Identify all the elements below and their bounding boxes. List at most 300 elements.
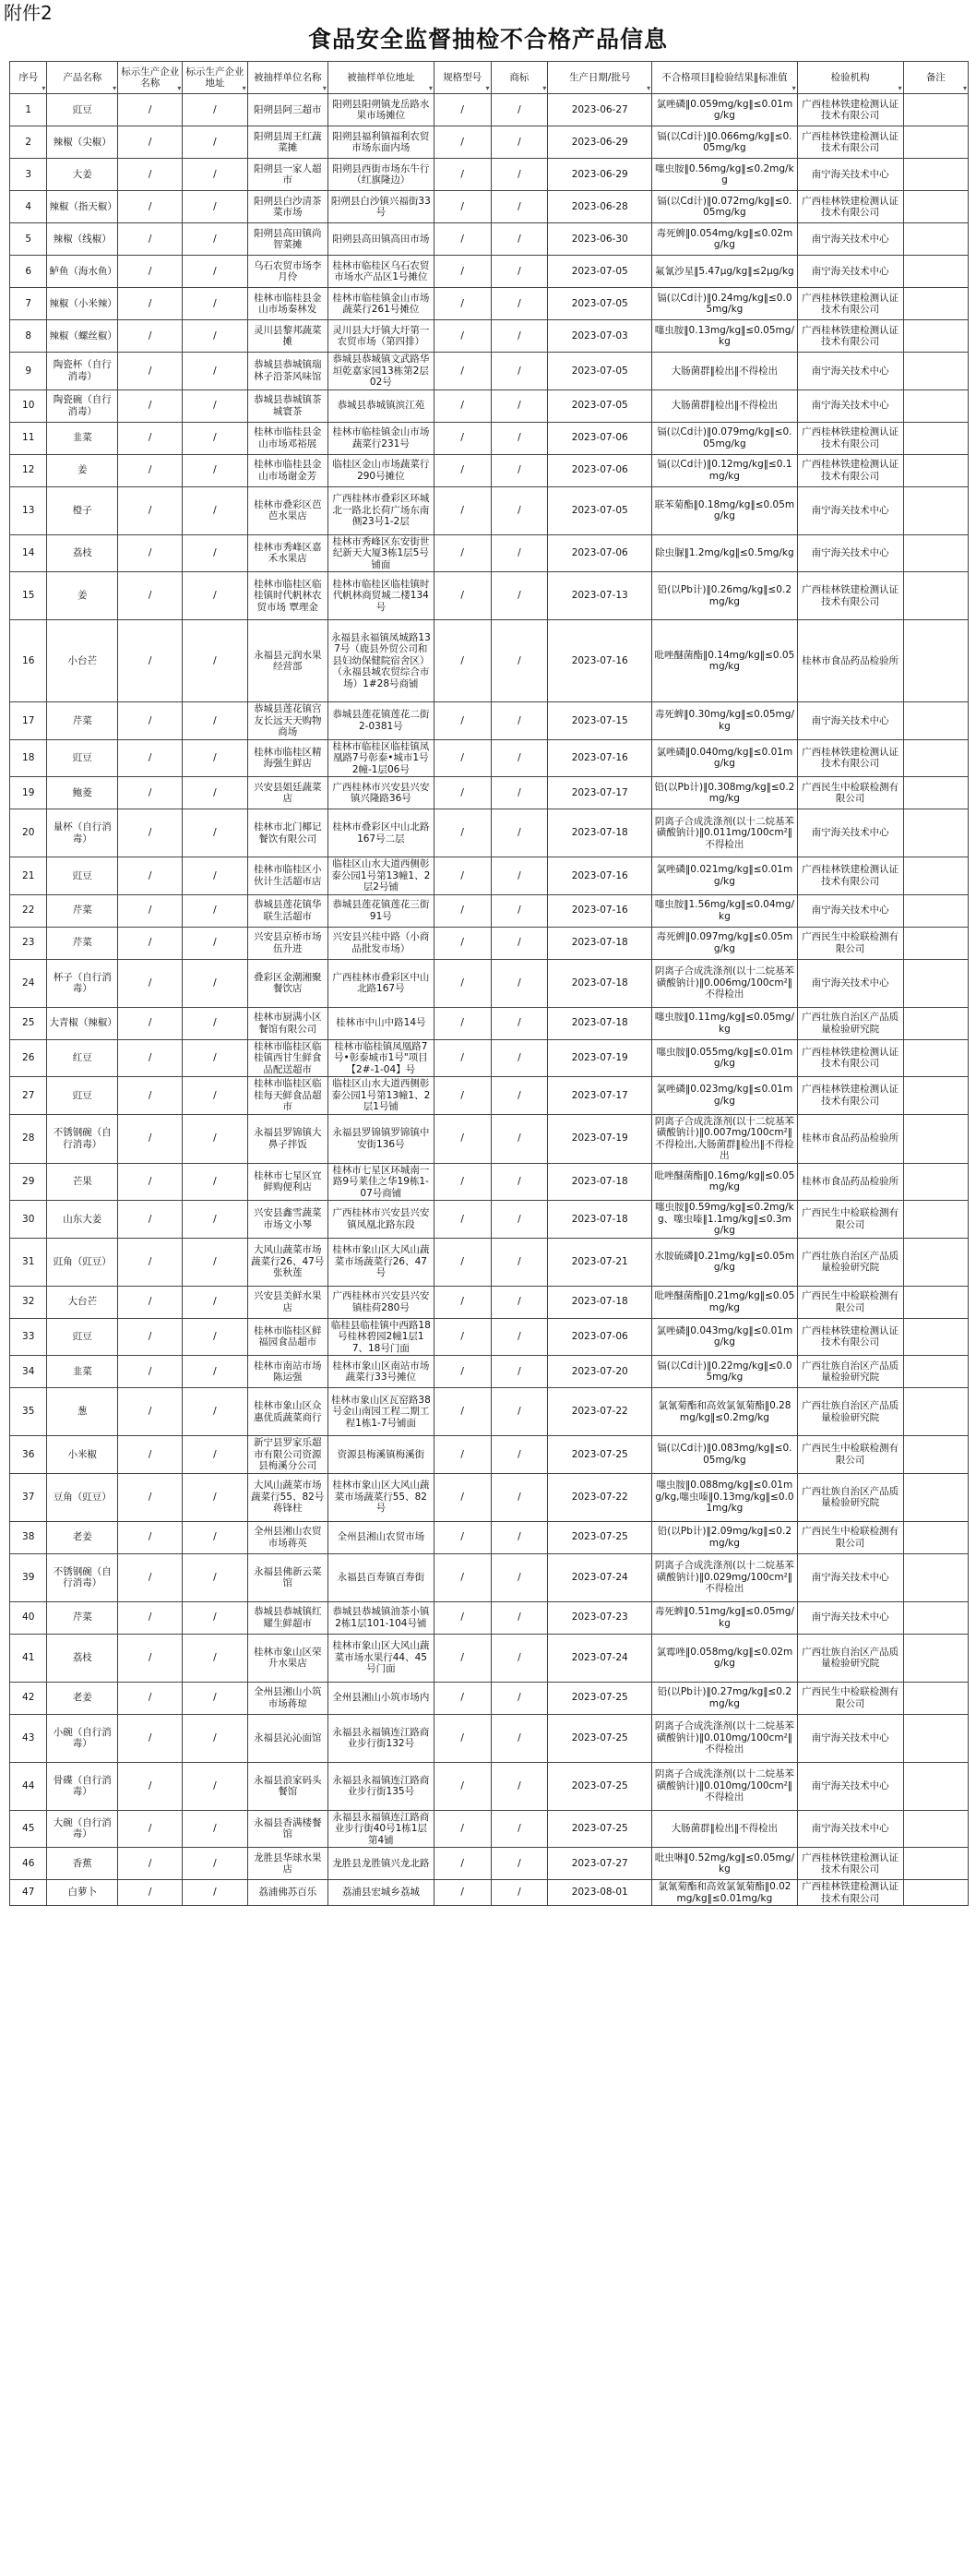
table-cell: 阴离子合成洗涤剂(以十二烷基苯磺酸钠计)‖0.011mg/100cm²‖不得检出 <box>652 809 798 857</box>
table-cell: 兴安县美鲜水果店 <box>247 1286 327 1318</box>
table-row <box>10 1682 969 1714</box>
table-cell: / <box>183 1553 247 1601</box>
table-cell: 豆角（豇豆） <box>47 1473 118 1521</box>
table-cell: / <box>118 1848 183 1880</box>
table-cell: 2023-07-17 <box>548 1077 652 1115</box>
table-cell: 广西桂林铁建检测认证技术有限公司 <box>797 572 903 620</box>
table-cell: 大青椒（辣椒） <box>47 1007 118 1039</box>
table-cell: 2023-07-25 <box>548 1521 652 1553</box>
table-row <box>10 1114 969 1163</box>
table-cell <box>903 927 968 959</box>
table-row <box>10 1007 969 1039</box>
table-cell: / <box>491 1286 548 1318</box>
page-title: 食品安全监督抽检不合格产品信息 <box>307 26 668 53</box>
table-cell: 临桂区金山市场蔬菜行290号摊位 <box>327 454 434 486</box>
table-cell: 广西壮族自治区产品质量检验研究院 <box>797 1634 903 1682</box>
table-cell: / <box>491 256 548 288</box>
table-cell: / <box>434 1318 491 1356</box>
table-cell: 永福县永福镇连江路商业步行街135号 <box>327 1762 434 1810</box>
table-row <box>10 572 969 620</box>
table-cell: 2023-07-05 <box>548 486 652 534</box>
table-cell: 灵川县大圩镇大圩第一农贸市场（第四排） <box>327 320 434 353</box>
column-header[interactable]: 备注 ▾ <box>903 62 968 94</box>
table-cell: / <box>183 1473 247 1521</box>
table-cell: / <box>183 126 247 159</box>
table-cell <box>903 1007 968 1039</box>
table-cell: / <box>491 126 548 159</box>
table-cell: 氯唑磷‖0.043mg/kg‖≤0.01mg/kg <box>652 1318 798 1356</box>
table-cell: 镉(以Cd计)‖0.22mg/kg‖≤0.05mg/kg <box>652 1356 798 1388</box>
table-cell: / <box>434 320 491 353</box>
table-cell: 桂林市七星区宜鲜购便利店 <box>247 1163 327 1201</box>
table-cell: 2023-07-24 <box>548 1553 652 1601</box>
table-cell <box>903 1238 968 1286</box>
table-cell: 2023-07-18 <box>548 1286 652 1318</box>
table-cell: / <box>183 389 247 422</box>
table-cell: / <box>183 702 247 740</box>
table-cell: 37 <box>10 1473 47 1521</box>
table-cell: / <box>183 1682 247 1714</box>
table-row <box>10 1634 969 1682</box>
table-cell: 铅(以Pb计)‖0.26mg/kg‖≤0.2mg/kg <box>652 572 798 620</box>
table-cell: 辣椒（线椒） <box>47 223 118 256</box>
table-cell: / <box>491 1880 548 1906</box>
table-cell: 38 <box>10 1521 47 1553</box>
table-cell: / <box>183 1007 247 1039</box>
table-cell: 大肠菌群‖检出‖不得检出 <box>652 1810 798 1848</box>
table-cell: 2023-07-06 <box>548 454 652 486</box>
table-cell: 45 <box>10 1810 47 1848</box>
table-cell: / <box>118 702 183 740</box>
table-cell: 吡虫啉‖0.52mg/kg‖≤0.05mg/kg <box>652 1848 798 1880</box>
table-cell: 荔浦县宏城乡荔城 <box>327 1880 434 1906</box>
table-cell: 杯子（自行消毒） <box>47 959 118 1007</box>
table-cell: 2023-07-06 <box>548 534 652 572</box>
table-cell <box>903 739 968 777</box>
table-cell: / <box>434 1114 491 1163</box>
table-cell: / <box>118 94 183 126</box>
table-cell: 2023-07-19 <box>548 1114 652 1163</box>
filter-dropdown-icon[interactable]: ▾ <box>542 84 547 92</box>
table-cell: / <box>118 256 183 288</box>
table-cell: / <box>434 1201 491 1239</box>
table-cell <box>903 126 968 159</box>
table-cell: / <box>434 159 491 191</box>
table-cell: / <box>183 1634 247 1682</box>
table-cell: / <box>434 94 491 126</box>
table-cell: 43 <box>10 1714 47 1762</box>
table-cell: 兴安县京桥市场伍升进 <box>247 927 327 959</box>
column-header[interactable]: 标示生产企业地址 ▾ <box>183 62 247 94</box>
table-cell: 恭城县莲花镇宫友长远天天购物商场 <box>247 702 327 740</box>
table-row <box>10 1286 969 1318</box>
table-cell: / <box>183 320 247 353</box>
table-cell: 南宁海关技术中心 <box>797 1601 903 1634</box>
table-cell: / <box>491 320 548 353</box>
table-cell <box>903 1714 968 1762</box>
table-cell: 恭城县恭城镇红耀生鲜超市 <box>247 1601 327 1634</box>
table-cell: 永福县浪家码头餐馆 <box>247 1762 327 1810</box>
table-row <box>10 959 969 1007</box>
table-cell: 不锈钢碗（自行消毒） <box>47 1553 118 1601</box>
table-cell: 小碗（自行消毒） <box>47 1714 118 1762</box>
table-cell: 桂林市中山中路14号 <box>327 1007 434 1039</box>
table-cell: / <box>434 1077 491 1115</box>
table-cell: / <box>118 1553 183 1601</box>
table-cell: 16 <box>10 620 47 702</box>
table-cell: 阴离子合成洗涤剂(以十二烷基苯磺酸钠计)‖0.010mg/100cm²‖不得检出 <box>652 1714 798 1762</box>
table-cell: 广西壮族自治区产品质量检验研究院 <box>797 1238 903 1286</box>
table-cell: / <box>183 1848 247 1880</box>
table-cell: 广西桂林铁建检测认证技术有限公司 <box>797 422 903 454</box>
table-cell: 南宁海关技术中心 <box>797 1810 903 1848</box>
table-cell: / <box>491 1762 548 1810</box>
table-row <box>10 454 969 486</box>
table-cell: / <box>491 389 548 422</box>
table-cell: 毒死蜱‖0.097mg/kg‖≤0.05mg/kg <box>652 927 798 959</box>
table-row <box>10 702 969 740</box>
table-cell: / <box>491 1163 548 1201</box>
table-cell: 2023-07-25 <box>548 1436 652 1474</box>
table-cell: 永福县香满楼餐馆 <box>247 1810 327 1848</box>
attachment-label: 附件2 <box>4 2 53 24</box>
table-cell: 2023-07-22 <box>548 1388 652 1436</box>
table-cell: 23 <box>10 927 47 959</box>
table-cell: 桂林市象山区众惠优质蔬菜商行 <box>247 1388 327 1436</box>
table-cell: 鲈鱼（海水鱼） <box>47 256 118 288</box>
table-cell: 阳朔县一家人超市 <box>247 159 327 191</box>
table-cell <box>903 1163 968 1201</box>
table-cell: 全州县湘山小筑市场内 <box>327 1682 434 1714</box>
table-cell: 桂林市临桂镇金山市场蔬菜行261号摊位 <box>327 288 434 320</box>
table-cell: 南宁海关技术中心 <box>797 959 903 1007</box>
table-cell: 广西民生中检联检测有限公司 <box>797 777 903 809</box>
table-cell: / <box>183 1356 247 1388</box>
table-cell: 26 <box>10 1039 47 1077</box>
table-cell: / <box>118 1436 183 1474</box>
table-cell <box>903 353 968 390</box>
table-cell: 2023-07-16 <box>548 739 652 777</box>
table-cell: 2023-07-19 <box>548 1039 652 1077</box>
table-cell: 豇豆 <box>47 857 118 895</box>
table-cell: 27 <box>10 1077 47 1115</box>
table-row <box>10 927 969 959</box>
table-cell: 辣椒（尖椒） <box>47 126 118 159</box>
table-cell: 氯氰菊酯和高效氯氰菊酯‖0.28mg/kg‖≤0.2mg/kg <box>652 1388 798 1436</box>
table-cell: 39 <box>10 1553 47 1601</box>
table-cell: / <box>491 1436 548 1474</box>
table-cell: 2023-06-27 <box>548 94 652 126</box>
table-cell: / <box>118 777 183 809</box>
table-cell: / <box>434 620 491 702</box>
table-cell: 8 <box>10 320 47 353</box>
table-cell: 南宁海关技术中心 <box>797 1553 903 1601</box>
column-header[interactable]: 被抽样单位名称 ▾ <box>247 62 327 94</box>
table-row <box>10 1356 969 1388</box>
table-cell: 芹菜 <box>47 702 118 740</box>
table-row <box>10 422 969 454</box>
filter-dropdown-icon[interactable]: ▾ <box>42 84 46 92</box>
table-cell: 联苯菊酯‖0.18mg/kg‖≤0.05mg/kg <box>652 486 798 534</box>
table-cell: 全州县湘山小筑市场蒋琼 <box>247 1682 327 1714</box>
table-cell: / <box>118 1286 183 1318</box>
table-cell: 桂林市临桂县金山市场秦林发 <box>247 288 327 320</box>
table-cell: / <box>491 94 548 126</box>
table-cell: 广西桂林市叠彩区环城北一路北长荷广场东南侧23号1-2层 <box>327 486 434 534</box>
column-header[interactable]: 产品名称 ▾ <box>47 62 118 94</box>
column-header[interactable]: 标示生产企业名称 ▾ <box>118 62 183 94</box>
table-row <box>10 1848 969 1880</box>
table-cell: / <box>183 777 247 809</box>
table-cell: 广西桂林铁建检测认证技术有限公司 <box>797 1077 903 1115</box>
table-cell: 大碗（自行消毒） <box>47 1810 118 1848</box>
table-cell: / <box>183 422 247 454</box>
table-cell: 桂林市临桂区临桂镇时代帆林农贸市场 覃理金 <box>247 572 327 620</box>
table-row <box>10 857 969 895</box>
table-cell: 广西桂林铁建检测认证技术有限公司 <box>797 739 903 777</box>
table-cell <box>903 1436 968 1474</box>
table-cell: 噻虫胺‖0.11mg/kg‖≤0.05mg/kg <box>652 1007 798 1039</box>
column-header[interactable]: 不合格项目‖检验结果‖标准值 ▾ <box>652 62 798 94</box>
table-cell: 广西壮族自治区产品质量检验研究院 <box>797 1473 903 1521</box>
table-row <box>10 1238 969 1286</box>
table-cell: 2023-07-18 <box>548 927 652 959</box>
column-header[interactable]: 商标 ▾ <box>491 62 548 94</box>
filter-dropdown-icon[interactable]: ▾ <box>792 84 796 92</box>
table-cell: 桂林市秀峰区东安街世纪新天大厦3栋1层5号铺面 <box>327 534 434 572</box>
table-cell: / <box>434 486 491 534</box>
table-cell: 桂林市叠彩区中山北路167号二层 <box>327 809 434 857</box>
table-cell: 南宁海关技术中心 <box>797 486 903 534</box>
table-cell: 2023-06-29 <box>548 126 652 159</box>
table-cell <box>903 389 968 422</box>
table-cell: 镉(以Cd计)‖0.066mg/kg‖≤0.05mg/kg <box>652 126 798 159</box>
filter-dropdown-icon[interactable]: ▾ <box>898 84 902 92</box>
table-cell: 广西桂林铁建检测认证技术有限公司 <box>797 320 903 353</box>
table-cell: / <box>434 353 491 390</box>
table-cell <box>903 1848 968 1880</box>
table-cell: 韭菜 <box>47 422 118 454</box>
table-cell: 永福县永福镇连江路商业步行街40号1栋1层第4铺 <box>327 1810 434 1848</box>
table-cell: 广西壮族自治区产品质量检验研究院 <box>797 1356 903 1388</box>
table-cell: / <box>491 702 548 740</box>
table-cell <box>903 959 968 1007</box>
table-cell: 33 <box>10 1318 47 1356</box>
filter-dropdown-icon[interactable]: ▾ <box>242 84 246 92</box>
table-cell: 乌石农贸市场李月伶 <box>247 256 327 288</box>
table-row <box>10 894 969 927</box>
table-cell: 阴离子合成洗涤剂(以十二烷基苯磺酸钠计)‖0.007mg/100cm²‖不得检出,大肠菌群‖检出‖不得检出 <box>652 1114 798 1163</box>
table-cell: 32 <box>10 1286 47 1318</box>
filter-dropdown-icon[interactable]: ▾ <box>962 84 967 92</box>
table-cell: / <box>491 534 548 572</box>
table-cell: 34 <box>10 1356 47 1388</box>
table-cell: / <box>118 739 183 777</box>
table-cell: 桂林市食品药品检验所 <box>797 1114 903 1163</box>
table-cell: 2023-07-18 <box>548 1201 652 1239</box>
table-cell: 广西桂林铁建检测认证技术有限公司 <box>797 1318 903 1356</box>
table-cell: / <box>491 223 548 256</box>
table-cell <box>903 1762 968 1810</box>
table-cell <box>903 94 968 126</box>
table-cell: / <box>118 809 183 857</box>
table-cell: 12 <box>10 454 47 486</box>
table-cell: 恭城县恭城镇滨江苑 <box>327 389 434 422</box>
table-cell: 鲍菱 <box>47 777 118 809</box>
table-cell: / <box>183 1880 247 1906</box>
table-cell: 桂林市秀峰区嘉禾水果店 <box>247 534 327 572</box>
table-cell: / <box>183 486 247 534</box>
table-cell: 镉(以Cd计)‖0.12mg/kg‖≤0.1mg/kg <box>652 454 798 486</box>
table-cell: 毒死蜱‖0.054mg/kg‖≤0.02mg/kg <box>652 223 798 256</box>
table-cell: 阴离子合成洗涤剂(以十二烷基苯磺酸钠计)‖0.029mg/100cm²‖不得检出 <box>652 1553 798 1601</box>
table-cell: 阳朔县阳朔镇龙岳路水果市场摊位 <box>327 94 434 126</box>
table-cell: 阳朔县白沙镇兴福街33号 <box>327 191 434 223</box>
table-cell: / <box>434 894 491 927</box>
filter-dropdown-icon[interactable]: ▾ <box>177 84 182 92</box>
table-cell: / <box>118 1682 183 1714</box>
table-cell: 阳朔县福利镇福利农贸市场东面内场 <box>327 126 434 159</box>
table-cell: 2023-07-25 <box>548 1682 652 1714</box>
table-cell: 大台芒 <box>47 1286 118 1318</box>
table-row <box>10 620 969 702</box>
table-cell <box>903 1356 968 1388</box>
table-cell: / <box>118 1007 183 1039</box>
table-cell: / <box>434 1007 491 1039</box>
table-cell: 2023-07-16 <box>548 857 652 895</box>
unqualified-products-table <box>9 61 969 1906</box>
table-cell: / <box>434 126 491 159</box>
table-cell: / <box>491 894 548 927</box>
table-cell: 兴安县姐廷蔬菜店 <box>247 777 327 809</box>
table-row <box>10 1521 969 1553</box>
table-cell: 2023-07-18 <box>548 1007 652 1039</box>
table-cell: 大风山蔬菜市场蔬菜行55、82号蒋锋柱 <box>247 1473 327 1521</box>
table-cell: 2023-07-05 <box>548 389 652 422</box>
table-cell: 20 <box>10 809 47 857</box>
table-cell: 桂林市象山区荣升水果店 <box>247 1634 327 1682</box>
table-cell: 桂林市临桂区临桂每天鲜食品超市 <box>247 1077 327 1115</box>
table-cell: 2023-07-25 <box>548 1810 652 1848</box>
table-cell: 2023-07-21 <box>548 1238 652 1286</box>
table-cell: 豇角（豇豆） <box>47 1238 118 1286</box>
filter-dropdown-icon[interactable]: ▾ <box>322 84 327 92</box>
table-cell: 辣椒（小米辣） <box>47 288 118 320</box>
table-cell <box>903 777 968 809</box>
table-cell: / <box>183 1762 247 1810</box>
table-cell <box>903 534 968 572</box>
table-cell: 2023-06-30 <box>548 223 652 256</box>
table-cell: / <box>491 1473 548 1521</box>
table-cell <box>903 620 968 702</box>
table-cell: / <box>118 857 183 895</box>
table-cell: / <box>118 1356 183 1388</box>
table-cell: / <box>491 1077 548 1115</box>
table-cell: 南宁海关技术中心 <box>797 702 903 740</box>
table-cell <box>903 1810 968 1848</box>
table-cell: / <box>491 1114 548 1163</box>
table-cell: 6 <box>10 256 47 288</box>
table-row <box>10 1077 969 1115</box>
table-cell <box>903 1039 968 1077</box>
table-cell: / <box>491 1201 548 1239</box>
table-cell: 姜 <box>47 454 118 486</box>
table-cell: 永福县佛新云菜馆 <box>247 1553 327 1601</box>
table-cell: / <box>118 1810 183 1848</box>
table-cell: / <box>434 191 491 223</box>
table-cell: / <box>434 1238 491 1286</box>
table-cell: 广西民生中检联检测有限公司 <box>797 1521 903 1553</box>
table-cell: 2023-06-29 <box>548 159 652 191</box>
table-cell <box>903 1201 968 1239</box>
table-cell: / <box>491 288 548 320</box>
table-cell <box>903 857 968 895</box>
table-cell: / <box>118 1077 183 1115</box>
table-cell: 桂林市象山区大风山蔬菜市场水果行44、45号门面 <box>327 1634 434 1682</box>
table-cell: 氯唑磷‖0.059mg/kg‖≤0.01mg/kg <box>652 94 798 126</box>
table-row <box>10 1436 969 1474</box>
table-cell: / <box>491 1553 548 1601</box>
table-cell: 2 <box>10 126 47 159</box>
table-cell: 铅(以Pb计)‖0.308mg/kg‖≤0.2mg/kg <box>652 777 798 809</box>
table-cell: 2023-07-05 <box>548 256 652 288</box>
table-cell: 21 <box>10 857 47 895</box>
table-cell <box>903 1880 968 1906</box>
table-cell: 南宁海关技术中心 <box>797 894 903 927</box>
table-cell: 南宁海关技术中心 <box>797 389 903 422</box>
table-cell <box>903 1521 968 1553</box>
table-cell: 氯唑磷‖0.040mg/kg‖≤0.01mg/kg <box>652 739 798 777</box>
table-cell: 吡唑醚菌酯‖0.14mg/kg‖≤0.05mg/kg <box>652 620 798 702</box>
filter-dropdown-icon[interactable]: ▾ <box>428 84 433 92</box>
column-header[interactable]: 生产日期/批号 ▾ <box>548 62 652 94</box>
table-cell: / <box>491 1848 548 1880</box>
table-cell <box>903 159 968 191</box>
table-cell: 镉(以Cd计)‖0.083mg/kg‖≤0.05mg/kg <box>652 1436 798 1474</box>
table-cell: 桂林市七星区环城南一路9号莱佳之华19栋1-07号商铺 <box>327 1163 434 1201</box>
table-cell: / <box>491 422 548 454</box>
column-header[interactable]: 规格型号 ▾ <box>434 62 491 94</box>
table-cell: 恭城县莲花镇莲花三街91号 <box>327 894 434 927</box>
table-cell: / <box>183 1318 247 1356</box>
table-cell: 永福县罗锦镇罗锦镇中安街136号 <box>327 1114 434 1163</box>
column-header[interactable]: 序号 ▾ <box>10 62 47 94</box>
column-header[interactable]: 被抽样单位地址 ▾ <box>327 62 434 94</box>
table-cell: / <box>118 191 183 223</box>
table-cell: / <box>118 894 183 927</box>
column-header[interactable]: 检验机构 ▾ <box>797 62 903 94</box>
table-cell: 老姜 <box>47 1521 118 1553</box>
table-cell: 广西桂林铁建检测认证技术有限公司 <box>797 94 903 126</box>
table-cell: / <box>434 927 491 959</box>
table-cell: 18 <box>10 739 47 777</box>
table-cell: 氯氰菊酯和高效氯氰菊酯‖0.02mg/kg‖≤0.01mg/kg <box>652 1880 798 1906</box>
filter-dropdown-icon[interactable]: ▾ <box>113 84 117 92</box>
table-cell <box>903 1318 968 1356</box>
filter-dropdown-icon[interactable]: ▾ <box>485 84 490 92</box>
table-cell: / <box>183 1810 247 1848</box>
table-cell: / <box>183 1201 247 1239</box>
table-cell: / <box>183 534 247 572</box>
table-cell <box>903 1286 968 1318</box>
table-cell: 南宁海关技术中心 <box>797 1714 903 1762</box>
table-cell: / <box>118 620 183 702</box>
table-cell: / <box>118 959 183 1007</box>
table-cell: / <box>118 454 183 486</box>
table-cell: 芹菜 <box>47 927 118 959</box>
table-cell: / <box>434 959 491 1007</box>
filter-dropdown-icon[interactable]: ▾ <box>647 84 651 92</box>
